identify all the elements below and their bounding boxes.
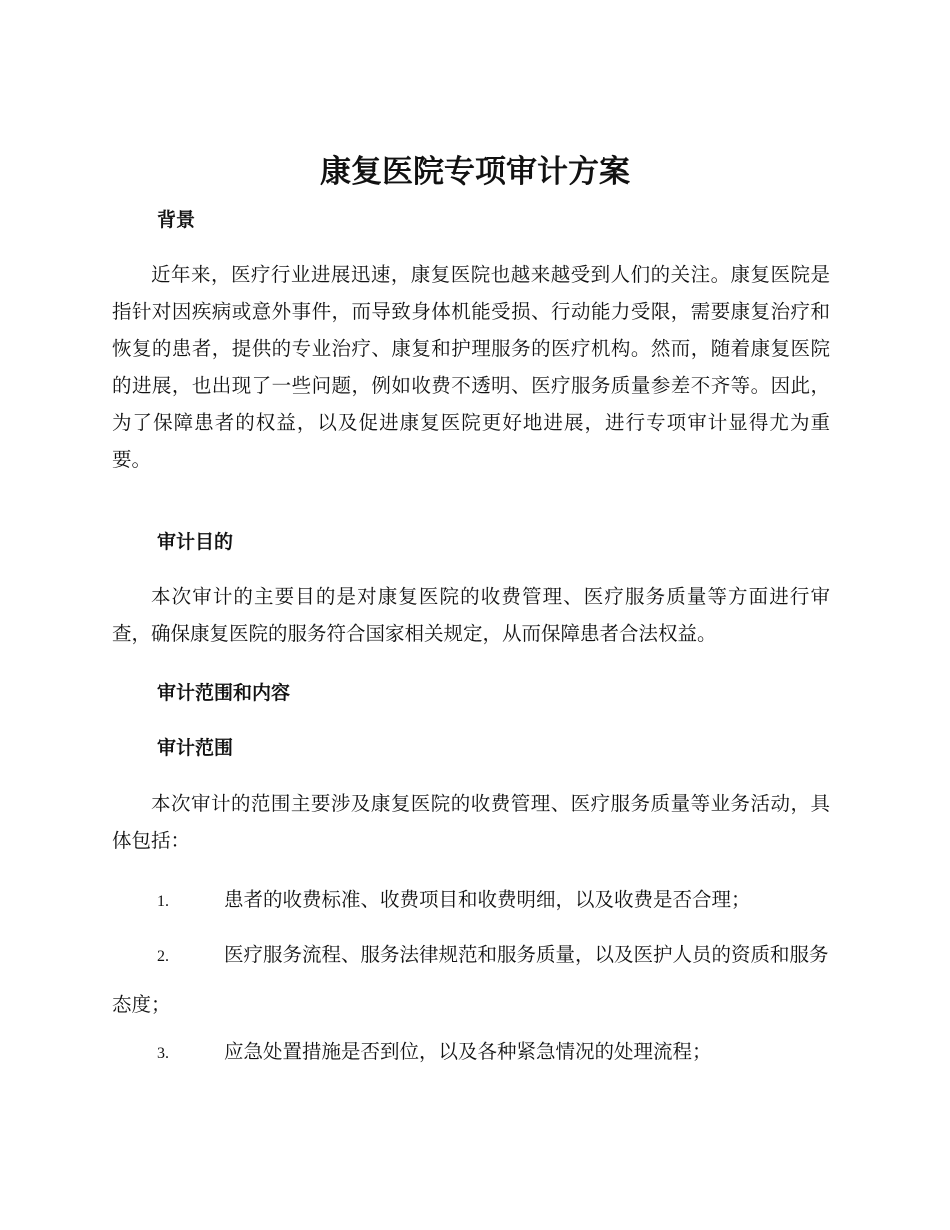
background-paragraph: 近年来，医疗行业进展迅速，康复医院也越来越受到人们的关注。康复医院是指针对因疾病或意外事件，而导致身体机能受损、行动能力受限，需要康复治疗和恢复的患者，提供的专业治疗、康复和护理服务的医疗机构。然而，随着康复医院的进展，也出现了一些问题，例如收费不透明、医疗服务质量参差不齐等。因此，为了保障患者的权益，以及促进康复医院更好地进展，进行专项审计显得尤为重要。 bbox=[112, 263, 830, 471]
section-heading-purpose: 审计目的 bbox=[157, 531, 234, 553]
list-item-number: 1. bbox=[157, 893, 169, 910]
list-item bbox=[112, 1028, 830, 1078]
list-item-text: 患者的收费标准、收费项目和收费明细，以及收费是否合理； bbox=[224, 888, 751, 911]
list-item-number: 2. bbox=[157, 948, 169, 965]
scope-paragraph: 本次审计的范围主要涉及康复医院的收费管理、医疗服务质量等业务活动，具体包括： bbox=[112, 792, 830, 852]
section-heading-background: 背景 bbox=[157, 209, 196, 231]
list-item bbox=[112, 931, 830, 1029]
section-heading-scope-content: 审计范围和内容 bbox=[157, 682, 291, 704]
list-item-number: 3. bbox=[157, 1045, 169, 1062]
purpose-paragraph: 本次审计的主要目的是对康复医院的收费管理、医疗服务质量等方面进行审查，确保康复医院的服务符合国家相关规定，从而保障患者合法权益。 bbox=[112, 585, 830, 645]
list-item-text: 应急处置措施是否到位，以及各种紧急情况的处理流程； bbox=[224, 1040, 712, 1063]
list-item-text: 医疗服务流程、服务法律规范和服务质量，以及医护人员的资质和服务态度； bbox=[112, 943, 829, 1016]
document-title: 康复医院专项审计方案 bbox=[320, 154, 630, 190]
section-heading-scope: 审计范围 bbox=[157, 737, 234, 759]
list-item bbox=[112, 876, 830, 926]
